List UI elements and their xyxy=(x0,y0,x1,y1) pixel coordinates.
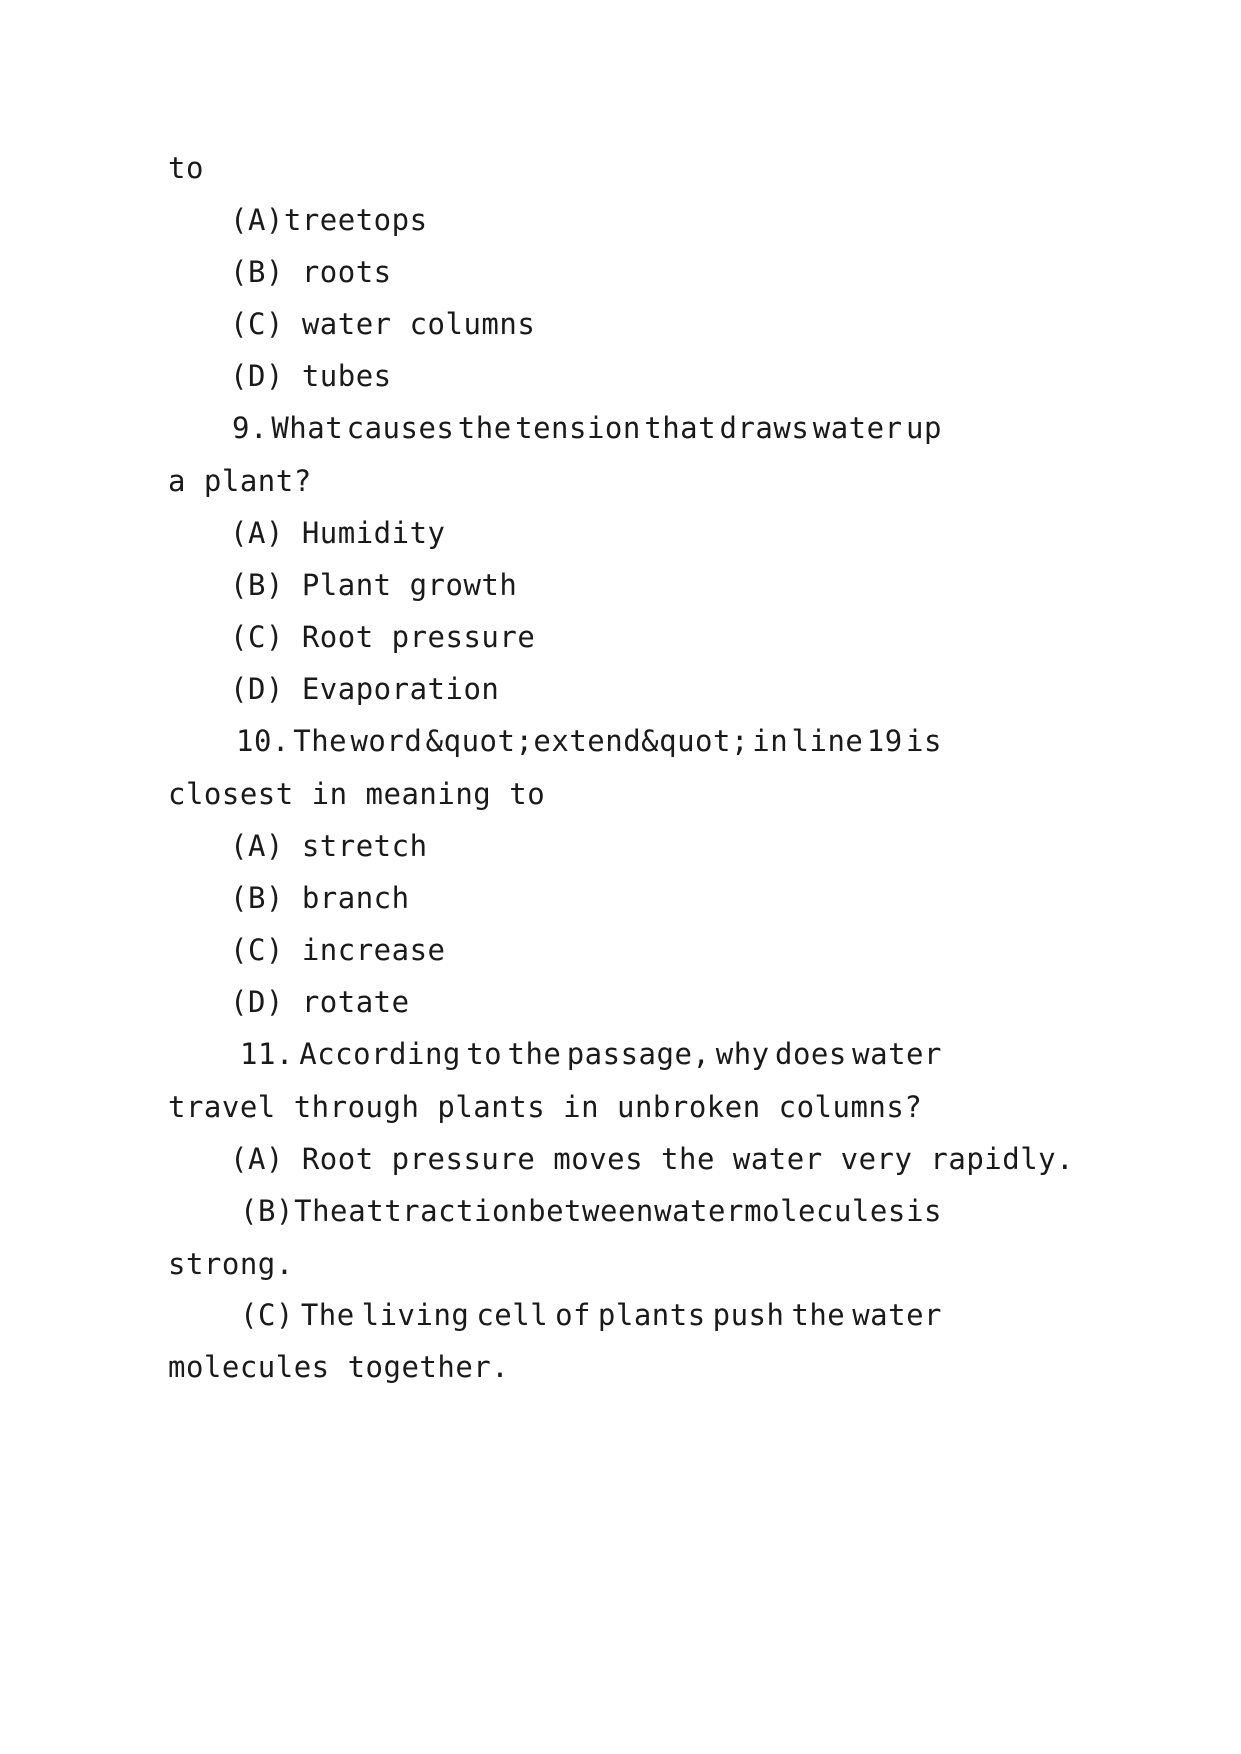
word: cell xyxy=(476,1298,549,1332)
word: (C) xyxy=(240,1298,294,1332)
word: draws xyxy=(719,411,810,445)
word: water xyxy=(852,1037,942,1071)
word: water xyxy=(654,1194,744,1228)
answer-option-b-line-2: strong. xyxy=(168,1247,294,1281)
word: 11. xyxy=(240,1037,294,1071)
answer-option-c-line-2: molecules together. xyxy=(168,1350,510,1384)
word: that xyxy=(644,411,717,445)
answer-option: (B) Plant growth xyxy=(230,568,518,602)
word: between xyxy=(528,1194,654,1228)
answer-option: (C) increase xyxy=(230,933,446,967)
question-11-line-1 xyxy=(240,1036,942,1072)
question-9-line-2: a plant? xyxy=(168,464,312,498)
word: why xyxy=(715,1037,770,1071)
answer-option: (D) rotate xyxy=(230,985,410,1019)
question-9-line-1 xyxy=(232,410,942,446)
text-line: to xyxy=(168,151,204,185)
word: in xyxy=(752,724,789,758)
word: water xyxy=(812,411,903,445)
word: line xyxy=(791,724,864,758)
word: to xyxy=(466,1037,503,1071)
answer-option: (C) Root pressure xyxy=(230,620,536,654)
word: attraction xyxy=(348,1194,528,1228)
answer-option-c-line-1 xyxy=(240,1297,942,1333)
answer-option: (A) stretch xyxy=(230,829,428,863)
word: the xyxy=(457,411,512,445)
word: does xyxy=(774,1037,847,1071)
word: 9. xyxy=(232,411,268,445)
word: water xyxy=(852,1298,942,1332)
answer-option: (B) branch xyxy=(230,881,410,915)
word: passage, xyxy=(566,1037,711,1071)
word: According xyxy=(299,1037,461,1071)
answer-option: (D) Evaporation xyxy=(230,672,500,706)
question-11-line-2: travel through plants in unbroken columns? xyxy=(168,1090,923,1124)
word: is xyxy=(906,1194,942,1228)
word: is xyxy=(906,724,942,758)
word: 10. xyxy=(236,724,290,758)
answer-option: (D) tubes xyxy=(230,359,392,393)
question-10-line-1 xyxy=(236,723,942,759)
word: plants xyxy=(597,1298,706,1332)
word: 19 xyxy=(866,724,903,758)
word: tension xyxy=(515,411,641,445)
answer-option: (C) water columns xyxy=(230,307,536,341)
word: &quot;extend&quot; xyxy=(425,724,749,758)
answer-option: (A)treetops xyxy=(230,203,428,237)
word: living xyxy=(361,1298,470,1332)
answer-option: (A) Root pressure moves the water very rapidly. xyxy=(230,1142,1075,1176)
question-10-line-2: closest in meaning to xyxy=(168,777,546,811)
word: molecules xyxy=(744,1194,906,1228)
word: push xyxy=(712,1298,785,1332)
word: What xyxy=(271,411,344,445)
word: The xyxy=(294,1194,349,1228)
word: the xyxy=(791,1298,846,1332)
word: up xyxy=(905,411,942,445)
answer-option: (B) roots xyxy=(230,255,392,289)
word: The xyxy=(300,1298,355,1332)
word: of xyxy=(555,1298,591,1332)
word: the xyxy=(507,1037,562,1071)
word: (B) xyxy=(240,1194,294,1228)
word: word xyxy=(350,724,423,758)
word: causes xyxy=(346,411,455,445)
answer-option-b-line-1 xyxy=(240,1193,942,1229)
word: The xyxy=(293,724,348,758)
answer-option: (A) Humidity xyxy=(230,516,446,550)
